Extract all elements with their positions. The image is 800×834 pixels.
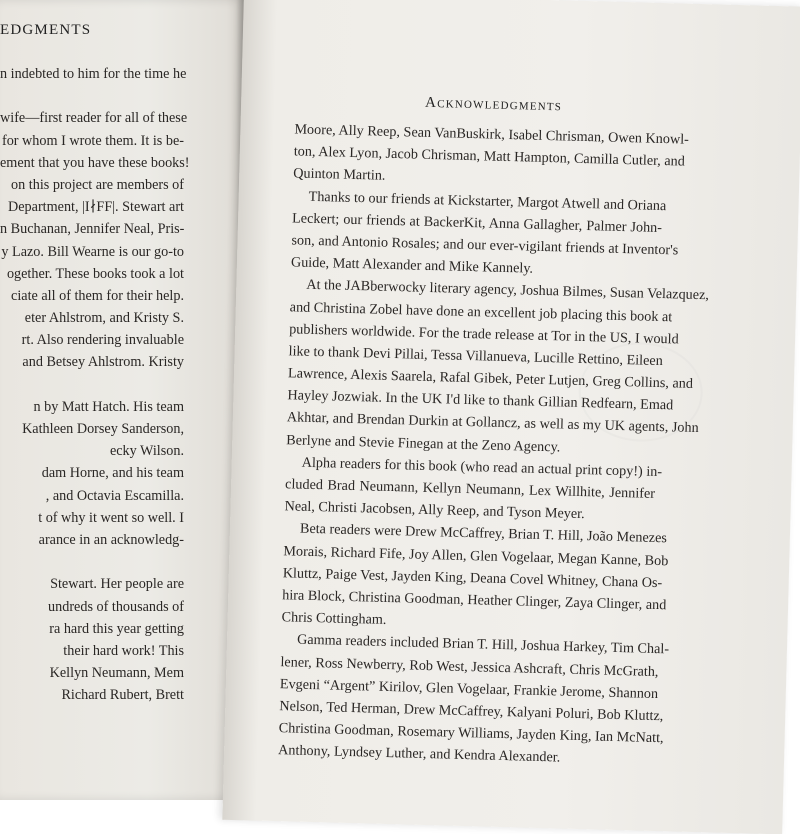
text-line: ciate all of them for their help. — [11, 287, 184, 304]
text-line: publishers worldwide. For the trade release at Tor in the US, I would — [288, 320, 679, 348]
text-line: Akhtar, and Brendan Durkin at Gollancz, as well as my UK agents, John — [286, 409, 699, 437]
text-line: Department, |I∤FF|. Stewart art — [8, 199, 184, 216]
text-line: eter Ahlstrom, and Kristy S. — [24, 310, 184, 327]
text-line: wife—first reader for all of these — [0, 110, 188, 127]
text-line: n Buchanan, Jennifer Neal, Pris- — [0, 221, 185, 238]
text-line: Nelson, Ted Herman, Drew McCaffrey, Kalyani Poluri, Bob Kluttz, — [279, 698, 664, 725]
text-line: Quinton Martin. — [293, 165, 386, 185]
text-line: and Betsey Ahlstrom. Kristy — [22, 354, 184, 371]
text-line: Lawrence, Alexis Saarela, Rafal Gibek, Peter Lutjen, Greg Collins, and — [287, 365, 694, 392]
text-line: Kellyn Neumann, Mem — [49, 665, 184, 682]
text-line: cluded Brad Neumann, Kellyn Neumann, Lex Willhite, Jennifer — [284, 476, 656, 502]
text-line: Chris Cottingham. — [281, 609, 387, 629]
text-line: At the JABberwocky literary agency, Joshua Bilmes, Susan Velazquez, — [306, 277, 710, 304]
text-line: hira Block, Christina Goodman, Heather Clinger, Zaya Clinger, and — [282, 587, 667, 614]
text-line: undreds of thousands of — [48, 598, 184, 615]
text-line: like to thank Devi Pillai, Tessa Villanueva, Lucille Rettino, Eileen — [288, 343, 664, 369]
text-line: and Christina Zobel have done an excellent job placing this book at — [289, 298, 673, 325]
text-line: Evgeni “Argent” Kirilov, Glen Vogelaar, Frankie Jerome, Shannon — [279, 675, 659, 702]
text-line: dam Horne, and his team — [41, 465, 184, 482]
left-page-text — [0, 63, 246, 706]
text-line: lener, Ross Newberry, Rob West, Jessica Ashcraft, Chris McGrath, — [280, 653, 659, 680]
text-line: Kathleen Dorsey Sanderson, — [22, 421, 184, 437]
text-line: for whom I wrote them. It is be- — [1, 132, 184, 149]
left-running-head: EDGMENTS — [0, 22, 92, 38]
text-line: n indebted to him for the time he — [0, 66, 187, 82]
text-line: Moore, Ally Reep, Sean VanBuskirk, Isabel Chrisman, Owen Knowl- — [294, 121, 690, 148]
text-line: Stewart. Her people are — [50, 576, 184, 593]
text-line: ecky Wilson. — [109, 443, 184, 460]
text-line — [0, 551, 246, 573]
right-page-text — [277, 118, 710, 771]
text-line: Beta readers were Drew McCaffrey, Brian T. Hill, João Menezes — [299, 521, 668, 547]
text-line: Christina Goodman, Rosemary Williams, Jayden King, Ian McNatt, — [278, 720, 664, 747]
right-running-head: Acknowledgments — [424, 94, 563, 115]
text-line: rt. Also rendering invaluable — [21, 332, 184, 349]
text-line: on this project are members of — [11, 176, 184, 193]
right-book-page — [222, 0, 800, 834]
text-line: ogether. These books took a lot — [6, 265, 184, 282]
text-line — [0, 85, 246, 107]
text-line: ra hard this year getting — [49, 620, 184, 637]
text-line: Berlyne and Stevie Finegan at the Zeno Agency. — [286, 431, 561, 456]
text-line: son, and Antonio Rosales; and our ever-vigilant friends at Inventor's — [291, 232, 679, 259]
text-line: Kluttz, Paige Vest, Jayden King, Deana Covel Whitney, Chana Os- — [282, 564, 663, 591]
text-line — [0, 374, 246, 396]
text-line: n by Matt Hatch. His team — [33, 398, 184, 415]
text-line: Guide, Matt Alexander and Mike Kannely. — [290, 254, 534, 277]
left-book-page — [0, 0, 246, 800]
text-line: Morais, Richard Fife, Joy Allen, Glen Vogelaar, Megan Kanne, Bob — [283, 542, 669, 569]
text-line: Anthony, Lyndsey Luther, and Kendra Alexander. — [277, 742, 561, 766]
text-line: their hard work! This — [63, 642, 184, 659]
text-line: , and Octavia Escamilla. — [45, 487, 184, 504]
text-line: arance in an acknowledg- — [38, 531, 184, 548]
text-line: Hayley Jozwiak. In the UK I'd like to thank Gillian Redfearn, Emad — [287, 387, 674, 414]
text-line: Neal, Christi Jacobsen, Ally Reep, and Tyson Meyer. — [284, 498, 585, 523]
text-line: t of why it went so well. I — [38, 509, 184, 526]
text-line: ement that you have these books! — [0, 154, 190, 171]
text-line: Leckert; our friends at BackerKit, Anna Gallagher, Palmer John- — [291, 210, 663, 236]
text-line: ton, Alex Lyon, Jacob Chrisman, Matt Hampton, Camilla Cutler, and — [293, 143, 686, 170]
text-line: Alpha readers for this book (who read an actual print copy!) in- — [301, 454, 663, 480]
text-line: Gamma readers included Brian T. Hill, Joshua Harkey, Tim Chal- — [296, 631, 670, 658]
text-line: y Lazo. Bill Wearne is our go-to — [1, 243, 184, 260]
text-line: Thanks to our friends at Kickstarter, Margot Atwell and Oriana — [308, 188, 667, 214]
text-line: Richard Rubert, Brett — [61, 687, 184, 704]
